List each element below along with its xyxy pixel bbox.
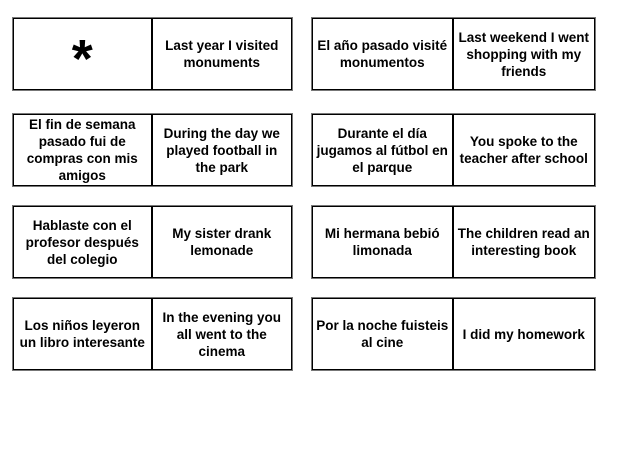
card-left-side <box>13 298 153 370</box>
card-text: You spoke to the teacher after school <box>459 134 588 166</box>
domino-card <box>12 297 293 371</box>
card-right-side <box>454 114 596 186</box>
domino-card <box>311 205 596 279</box>
domino-card <box>12 205 293 279</box>
card-text: El año pasado visité monumentos <box>317 38 448 70</box>
domino-card <box>311 297 596 371</box>
card-text: My sister drank lemonade <box>172 226 272 258</box>
card-left-side <box>312 18 454 90</box>
card-text: During the day we played football in the park <box>163 125 280 175</box>
domino-card <box>12 17 293 91</box>
card-text: I did my homework <box>462 326 585 342</box>
card-text: Hablaste con el profesor después del colegio <box>25 217 139 267</box>
card-text: Durante el día jugamos al fútbol en el parque <box>316 125 448 175</box>
card-left-side <box>13 18 153 90</box>
card-right-side <box>454 18 596 90</box>
card-right-side <box>153 206 293 278</box>
card-left-side <box>13 206 153 278</box>
card-text: The children read an interesting book <box>457 226 590 258</box>
card-text: Last year I visited monuments <box>165 38 279 70</box>
card-text: Last weekend I went shopping with my friends <box>458 29 590 79</box>
card-right-side <box>153 114 293 186</box>
card-text: * <box>71 29 93 89</box>
card-left-side <box>312 206 454 278</box>
domino-card <box>311 113 596 187</box>
card-text: In the evening you all went to the cinema <box>162 309 281 359</box>
card-left-side <box>13 114 153 186</box>
card-right-side <box>153 298 293 370</box>
card-left-side <box>312 298 454 370</box>
card-text: Los niños leyeron un libro interesante <box>19 318 145 350</box>
card-text: El fin de semana pasado fui de compras con mis amigos <box>26 117 138 183</box>
card-right-side <box>153 18 293 90</box>
card-text: Por la noche fuisteis al cine <box>316 318 449 350</box>
card-right-side <box>454 206 596 278</box>
card-right-side <box>454 298 596 370</box>
card-left-side <box>312 114 454 186</box>
card-text: Mi hermana bebió limonada <box>324 226 440 258</box>
domino-card <box>311 17 596 91</box>
domino-card <box>12 113 293 187</box>
